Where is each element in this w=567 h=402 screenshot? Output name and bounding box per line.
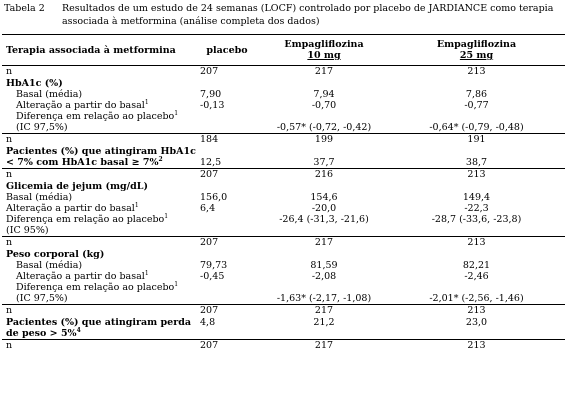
n-label: n [2, 305, 194, 318]
section-title-glicemia: Glicemia de jejum (mg/dL) [6, 181, 148, 192]
table-row [2, 157, 565, 169]
row-label: (IC 97,5%) [16, 293, 68, 304]
table-row [2, 134, 565, 147]
table-caption [4, 2, 563, 28]
table-row [2, 340, 565, 353]
n-placebo: 207 [194, 66, 260, 79]
table-row [2, 317, 565, 328]
cell-value: -1,63* (-2,17, -1,08) [276, 293, 372, 304]
table-row [2, 89, 565, 100]
cell-value: 7,90 [200, 89, 222, 100]
header-empa-25-name: Empagliflozina [436, 39, 517, 50]
cell-value: 156,0 [200, 192, 228, 203]
section-title-pacientes-hba1c: Pacientes (%) que atingiram HbA1c [6, 146, 196, 157]
n-label: n [2, 169, 194, 182]
n-empa10: 216 [260, 169, 388, 182]
row-label: Basal (média) [16, 260, 83, 271]
n-empa25: 213 [388, 237, 565, 250]
cell-value: 21,2 [313, 317, 335, 328]
cell-value: 79,73 [200, 260, 228, 271]
cell-value: 4,8 [200, 317, 216, 328]
row-label: Basal (média) [6, 192, 73, 203]
cell-value: -28,7 (-33,6, -23,8) [431, 214, 522, 225]
n-empa25: 213 [388, 169, 565, 182]
section-title-pacientes-hba1c-line2: < 7% com HbA1c basal ≥ 7%$^2$ [6, 155, 163, 168]
cell-value: -0,77 [464, 100, 489, 111]
cell-value: 7,86 [465, 89, 488, 100]
section-title-hba1c: HbA1c (%) [6, 78, 63, 89]
header-placebo: placebo [194, 35, 260, 66]
n-empa10: 217 [260, 66, 388, 79]
table-title: Resultados de um estudo de 24 semanas (LOCF) controlado por placebo de JARDIANCE como terapia associada à metformina (análise completa dos dados) [62, 3, 554, 27]
cell-value: -0,57* (-0,72, -0,42) [276, 122, 372, 133]
table-row [2, 169, 565, 182]
results-table [2, 34, 565, 352]
row-label: Diferença em relação ao placebo$^1$ [16, 109, 179, 122]
row-label: (IC 95%) [6, 225, 49, 236]
table-row [2, 260, 565, 271]
n-empa10: 199 [260, 134, 388, 147]
n-label: n [2, 66, 194, 79]
row-label: Alteração a partir do basal$^1$ [16, 98, 149, 111]
header-empa-10 [260, 35, 388, 66]
n-empa25: 213 [388, 66, 565, 79]
cell-value: -20,0 [311, 203, 337, 214]
table-row [2, 282, 565, 293]
cell-value: 149,4 [462, 192, 491, 203]
table-row [2, 203, 565, 214]
table-row [2, 100, 565, 111]
table-row [2, 192, 565, 203]
cell-value: -0,45 [200, 271, 225, 282]
cell-value: -26,4 (-31,3, -21,6) [279, 214, 369, 225]
cell-value: 38,7 [465, 157, 488, 168]
section-title-peso: Peso corporal (kg) [6, 249, 105, 260]
cell-value: -0,13 [200, 100, 225, 111]
n-placebo: 207 [194, 305, 260, 318]
cell-value: 82,21 [462, 260, 491, 271]
table-number: Tabela 2 [4, 3, 45, 14]
table-row [2, 328, 565, 340]
n-placebo: 207 [194, 169, 260, 182]
table-row [2, 146, 565, 157]
header-empa-25-dose: 25 mg [459, 50, 494, 61]
n-placebo: 207 [194, 340, 260, 353]
n-label: n [2, 134, 194, 147]
table-row [2, 305, 565, 318]
row-label: Diferença em relação ao placebo$^1$ [6, 212, 169, 225]
header-row [2, 35, 565, 66]
cell-value: 81,59 [310, 260, 338, 271]
table-row [2, 214, 565, 225]
cell-value: -2,46 [464, 271, 489, 282]
cell-value: 37,7 [313, 157, 335, 168]
cell-value: 154,6 [310, 192, 338, 203]
table-row [2, 293, 565, 305]
n-empa25: 191 [388, 134, 565, 147]
table-row [2, 249, 565, 260]
table-row [2, 78, 565, 89]
n-empa10: 217 [260, 237, 388, 250]
n-placebo: 207 [194, 237, 260, 250]
n-empa25: 213 [388, 340, 565, 353]
cell-value: 23,0 [465, 317, 488, 328]
row-label: Basal (média) [16, 89, 83, 100]
row-label: Alteração a partir do basal$^1$ [16, 269, 149, 282]
table-row [2, 111, 565, 122]
section-title-pacientes-peso-line2: de peso > 5%$^4$ [6, 326, 81, 339]
table-row [2, 66, 565, 79]
cell-value: -0,70 [311, 100, 337, 111]
n-empa25: 213 [388, 305, 565, 318]
table-row [2, 237, 565, 250]
cell-value: 7,94 [313, 89, 335, 100]
n-placebo: 184 [194, 134, 260, 147]
header-empa-25 [388, 35, 565, 66]
cell-value: -22,3 [464, 203, 489, 214]
cell-value: 12,5 [200, 157, 222, 168]
n-label: n [2, 237, 194, 250]
row-label: Alteração a partir do basal$^1$ [6, 201, 139, 214]
header-empa-10-dose: 10 mg [307, 50, 341, 61]
n-label: n [2, 340, 194, 353]
table-row [2, 181, 565, 192]
header-therapy: Terapia associada à metformina [2, 35, 194, 66]
cell-value: -0,64* (-0,79, -0,48) [429, 122, 524, 133]
row-label: Diferença em relação ao placebo$^1$ [16, 280, 179, 293]
section-title-pacientes-peso: Pacientes (%) que atingiram perda [6, 317, 192, 328]
header-empa-10-name: Empagliflozina [284, 39, 364, 50]
cell-value: -2,01* (-2,56, -1,46) [429, 293, 524, 304]
row-label: (IC 97,5%) [16, 122, 68, 133]
n-empa10: 217 [260, 305, 388, 318]
n-empa10: 217 [260, 340, 388, 353]
table-row [2, 271, 565, 282]
table-row [2, 225, 565, 237]
cell-value: 6,4 [200, 203, 216, 214]
cell-value: -2,08 [311, 271, 337, 282]
table-row [2, 122, 565, 134]
